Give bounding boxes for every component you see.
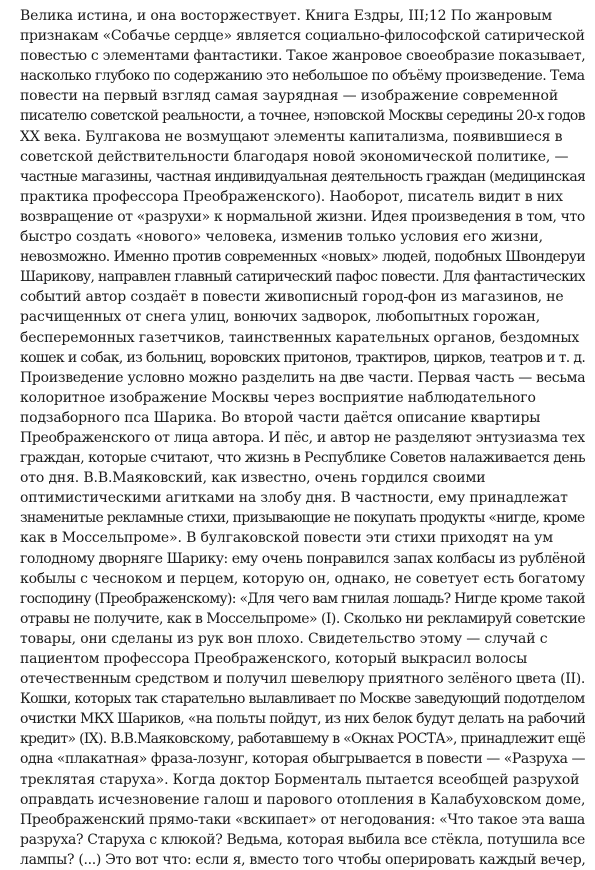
text-line: колоритное изображение Москвы через восприятие наблюдательного xyxy=(20,389,536,406)
text-line: советской действительности благодаря новой экономической политике, — xyxy=(20,148,569,165)
text-line: расчищенных от снега улиц, вонючих задворок, любопытных горожан, xyxy=(20,309,541,326)
text-line: отравы не получите, как в Моссельпроме» (I). Сколько ни рекламируй советские xyxy=(20,610,585,627)
text-line: кошек и собак, из больниц, воровских притонов, трактиров, цирков, театров и т. д. xyxy=(20,349,585,366)
text-line: бесперемонных газетчиков, таинственных карательных органов, бездомных xyxy=(20,329,580,346)
body-text xyxy=(20,6,585,870)
text-line: Шарикову, направлен главный сатирический пафос повести. Для фантастических xyxy=(20,269,585,286)
text-line: кредит» (IX). В.В.Маяковскому, работавшему в «Окнах РОСТА», принадлежит ещё xyxy=(20,731,585,748)
text-line: как в Моссельпроме». В булгаковской повести эти стихи приходят на ум xyxy=(20,530,553,547)
text-line: оптимистическими агитками на злобу дня. В частности, ему принадлежат xyxy=(20,490,568,507)
text-line: Преображенский прямо-таки «вскипает» от негодования: «Что такое эта ваша xyxy=(20,811,585,828)
text-line: кобылы с чесноком и перцем, которую он, однако, не советует есть богатому xyxy=(20,570,585,587)
text-line: оправдать исчезновение галош и парового отопления в Калабуховском доме, xyxy=(20,791,585,808)
text-line: повести на первый взгляд самая заурядная — изображение современной xyxy=(20,88,558,105)
text-line: отечественным средством и получил шевелюру приятного зелёного цвета (II). xyxy=(20,671,585,688)
text-line: частные магазины, частная индивидуальная деятельность граждан (медицинская xyxy=(20,168,585,185)
text-line: граждан, которые считают, что жизнь в Республике Советов налаживается день xyxy=(20,450,585,467)
text-line: подзаборного пса Шарика. Во второй части даётся описание квартиры xyxy=(20,409,541,426)
text-line: Велика истина, и она восторжествует. Книга Ездры, III;12 По жанровым xyxy=(20,8,553,24)
text-line: Произведение условно можно разделить на две части. Первая часть — весьма xyxy=(20,369,585,386)
text-line: пациентом профессора Преображенского, который выкрасил волосы xyxy=(20,651,528,667)
text-line: насколько глубоко по содержанию это небольшое по объёму произведение. Тема xyxy=(20,68,585,85)
text-line: знаменитые рекламные стихи, призывающие не покупать продукты «нигде, кроме xyxy=(20,510,585,527)
text-line: треклятая старуха». Когда доктор Борменталь пытается всеобщей разрухой xyxy=(20,771,580,788)
text-line: быстро создать «нового» человека, изменив только условия его жизни, xyxy=(20,229,543,246)
text-line: признакам «Собачье сердце» является социально-философской сатирической xyxy=(20,28,585,45)
text-line: лампы? (...) Это вот что: если я, вместо того чтобы оперировать каждый вечер, xyxy=(20,851,585,868)
text-line: событий автор создаёт в повести живописный город-фон из магазинов, не xyxy=(20,289,564,306)
text-line: очистки МКХ Шариков, «на польты пойдут, из них белок будут делать на рабочий xyxy=(20,711,585,728)
text-line: голодному дворняге Шарику: ему очень понравился запах колбасы из рублёной xyxy=(20,550,585,567)
text-line: ото дня. В.В.Маяковский, как известно, очень гордился своими xyxy=(20,470,486,487)
text-line: господину (Преображенскому): «Для чего вам гнилая лошадь? Нигде кроме такой xyxy=(20,590,585,607)
text-line: практика профессора Преображенского). Наоборот, писатель видит в них xyxy=(20,188,563,205)
text-line: разруха? Старуха с клюкой? Ведьма, которая выбила все стёкла, потушила все xyxy=(20,831,585,848)
text-line: XX века. Булгакова не возмущают элементы капитализма, появившиеся в xyxy=(20,128,563,145)
text-line: Преображенского от лица автора. И пёс, и автор не разделяют энтузиазма тех xyxy=(20,429,585,446)
text-line: Кошки, которых так старательно вылавливает по Москве заведующий подотделом xyxy=(20,691,585,708)
text-line: невозможно. Именно против современных «новых» людей, подобных Швондеруи xyxy=(20,249,585,266)
text-line: писателю советской реальности, а точнее, нэповской Москвы середины 20-х годов xyxy=(20,108,585,125)
text-line: повестью с элементами фантастики. Такое жанровое своеобразие показывает, xyxy=(20,48,585,65)
text-line: возвращение от «разрухи» к нормальной жизни. Идея произведения в том, что xyxy=(20,208,585,225)
text-line: товары, они сделаны из рук вон плохо. Свидетельство этому — случай с xyxy=(20,630,548,647)
text-line: одна «плакатная» фраза-лозунг, которая обыгрывается в повести — «Разруха — xyxy=(20,751,585,768)
